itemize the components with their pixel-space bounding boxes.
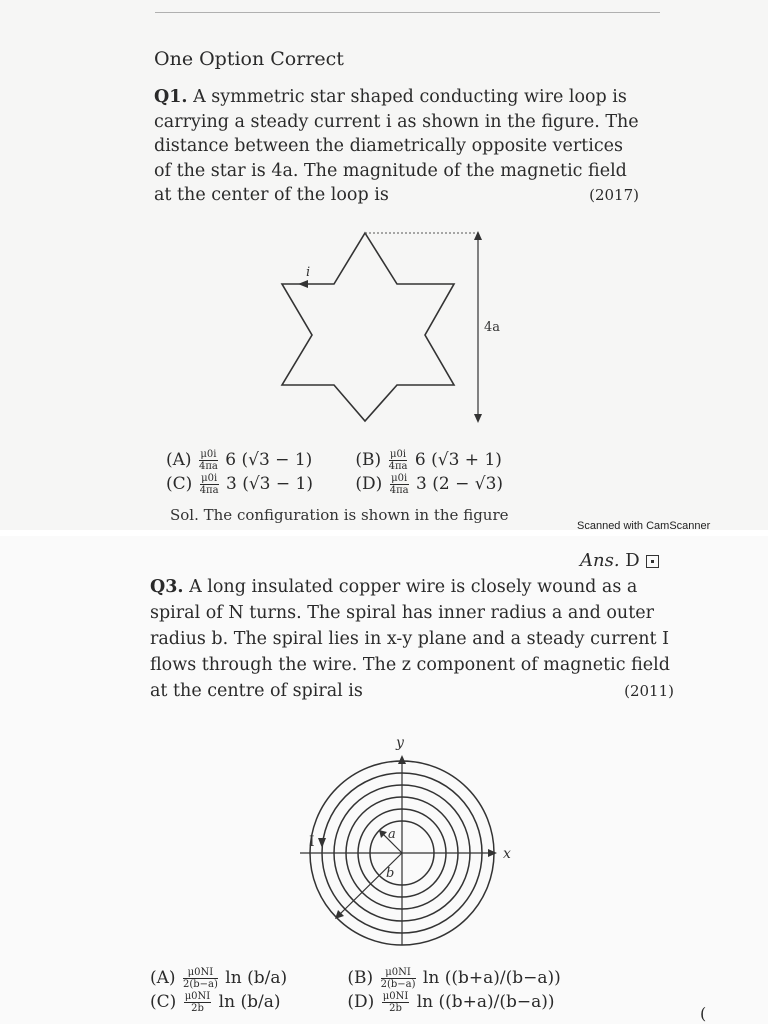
star-loop: [282, 233, 454, 421]
fraction-denominator: 4πa: [199, 485, 219, 496]
option-label: (C): [150, 992, 177, 1012]
option-d[interactable]: [347, 990, 555, 1014]
question-1-number: Q1.: [154, 87, 188, 107]
question-1-options: [166, 448, 539, 496]
dimension-arrow-top: [474, 231, 482, 240]
question-1-text: A symmetric star shaped conducting wire loop is carrying a steady current i as shown in the figure. The distance between the diametrically opposite vertices of the star is 4a. The magnitude of the magnetic field at the center of the loop is: [154, 87, 639, 205]
current-direction-arrow-icon: [318, 838, 326, 848]
fraction-denominator: 2(b−a): [380, 979, 416, 990]
question-1-year: (2017): [589, 186, 639, 204]
fraction-denominator: 4πa: [389, 485, 409, 496]
current-label: I: [309, 834, 315, 850]
current-arrow-icon: [298, 280, 308, 288]
fraction-numerator: μ0i: [201, 473, 218, 484]
current-label: i: [306, 265, 311, 280]
fraction-numerator: μ0NI: [381, 967, 416, 979]
solution-partial-text: Sol. The configuration is shown in the figure: [170, 506, 509, 523]
option-fraction: [390, 473, 409, 496]
option-b[interactable]: [347, 966, 561, 990]
option-expression: ln (b/a): [225, 968, 288, 988]
dimension-arrow-bottom: [474, 414, 482, 423]
options-row: [166, 472, 539, 496]
option-fraction: [199, 449, 218, 472]
option-label: (D): [355, 474, 383, 494]
option-expression: ln ((b+a)/(b−a)): [422, 968, 561, 988]
option-expression: 6 (√3 − 1): [225, 450, 313, 470]
option-expression: ln ((b+a)/(b−a)): [416, 992, 555, 1012]
option-expression: 3 (2 − √3): [416, 474, 504, 494]
option-label: (A): [166, 450, 192, 470]
question-3: [150, 574, 674, 704]
x-axis-label: x: [503, 846, 511, 862]
option-a[interactable]: [150, 966, 342, 990]
question-3-options: [150, 966, 561, 1014]
header-rule: [155, 12, 660, 13]
option-expression: 3 (√3 − 1): [226, 474, 314, 494]
scanner-watermark: Scanned with CamScanner: [577, 520, 711, 532]
option-label: (C): [166, 474, 193, 494]
option-expression: 6 (√3 + 1): [414, 450, 502, 470]
options-row: [150, 966, 561, 990]
option-fraction: [389, 449, 408, 472]
fraction-numerator: μ0i: [390, 449, 407, 460]
y-axis-arrow-icon: [398, 755, 406, 764]
answer-prefix: Ans.: [580, 550, 620, 571]
option-label: (B): [347, 968, 374, 988]
option-a[interactable]: [166, 448, 350, 472]
answer-value: D: [625, 550, 640, 571]
option-fraction: [200, 473, 219, 496]
option-label: (A): [150, 968, 176, 988]
option-c[interactable]: [150, 990, 342, 1014]
cut-off-edge-character: (: [700, 1004, 707, 1023]
spiral-figure: [290, 735, 520, 960]
outer-radius-label: b: [386, 866, 395, 881]
fraction-numerator: μ0NI: [183, 967, 218, 979]
fraction-numerator: μ0i: [391, 473, 408, 484]
options-row: [166, 448, 539, 472]
dimension-label: 4a: [484, 320, 501, 335]
fraction-denominator: 4πa: [198, 461, 218, 472]
option-fraction: [184, 991, 212, 1014]
question-3-year: (2011): [624, 682, 674, 700]
question-1: [154, 85, 639, 208]
option-d[interactable]: [355, 472, 539, 496]
option-fraction: [382, 991, 410, 1014]
option-b[interactable]: [355, 448, 539, 472]
option-fraction: [381, 967, 416, 990]
fraction-denominator: 2b: [191, 1003, 204, 1014]
fraction-denominator: 4πa: [388, 461, 408, 472]
question-3-number: Q3.: [150, 577, 184, 597]
fraction-numerator: μ0NI: [184, 991, 211, 1002]
options-row: [150, 990, 555, 1014]
option-expression: ln (b/a): [218, 992, 281, 1012]
option-c[interactable]: [166, 472, 350, 496]
option-fraction: [183, 967, 218, 990]
fraction-denominator: 2b: [389, 1003, 402, 1014]
fraction-numerator: μ0i: [200, 449, 217, 460]
option-label: (D): [347, 992, 375, 1012]
question-3-text: A long insulated copper wire is closely wound as a spiral of N turns. The spiral has inner radius a and outer radius b. The spiral lies in x-y plane and a steady current I flows through the wire. The z component of magnetic field at the centre of spiral is: [150, 577, 670, 701]
x-axis-arrow-icon: [488, 849, 497, 857]
star-loop-figure: [270, 225, 510, 430]
inner-radius-label: a: [388, 827, 396, 842]
fraction-numerator: μ0NI: [382, 991, 409, 1002]
option-label: (B): [355, 450, 382, 470]
section-title: One Option Correct: [154, 48, 344, 70]
end-of-solution-icon: [646, 555, 659, 568]
answer-line: [580, 550, 659, 571]
fraction-denominator: 2(b−a): [182, 979, 218, 990]
y-axis-label: y: [396, 735, 404, 751]
